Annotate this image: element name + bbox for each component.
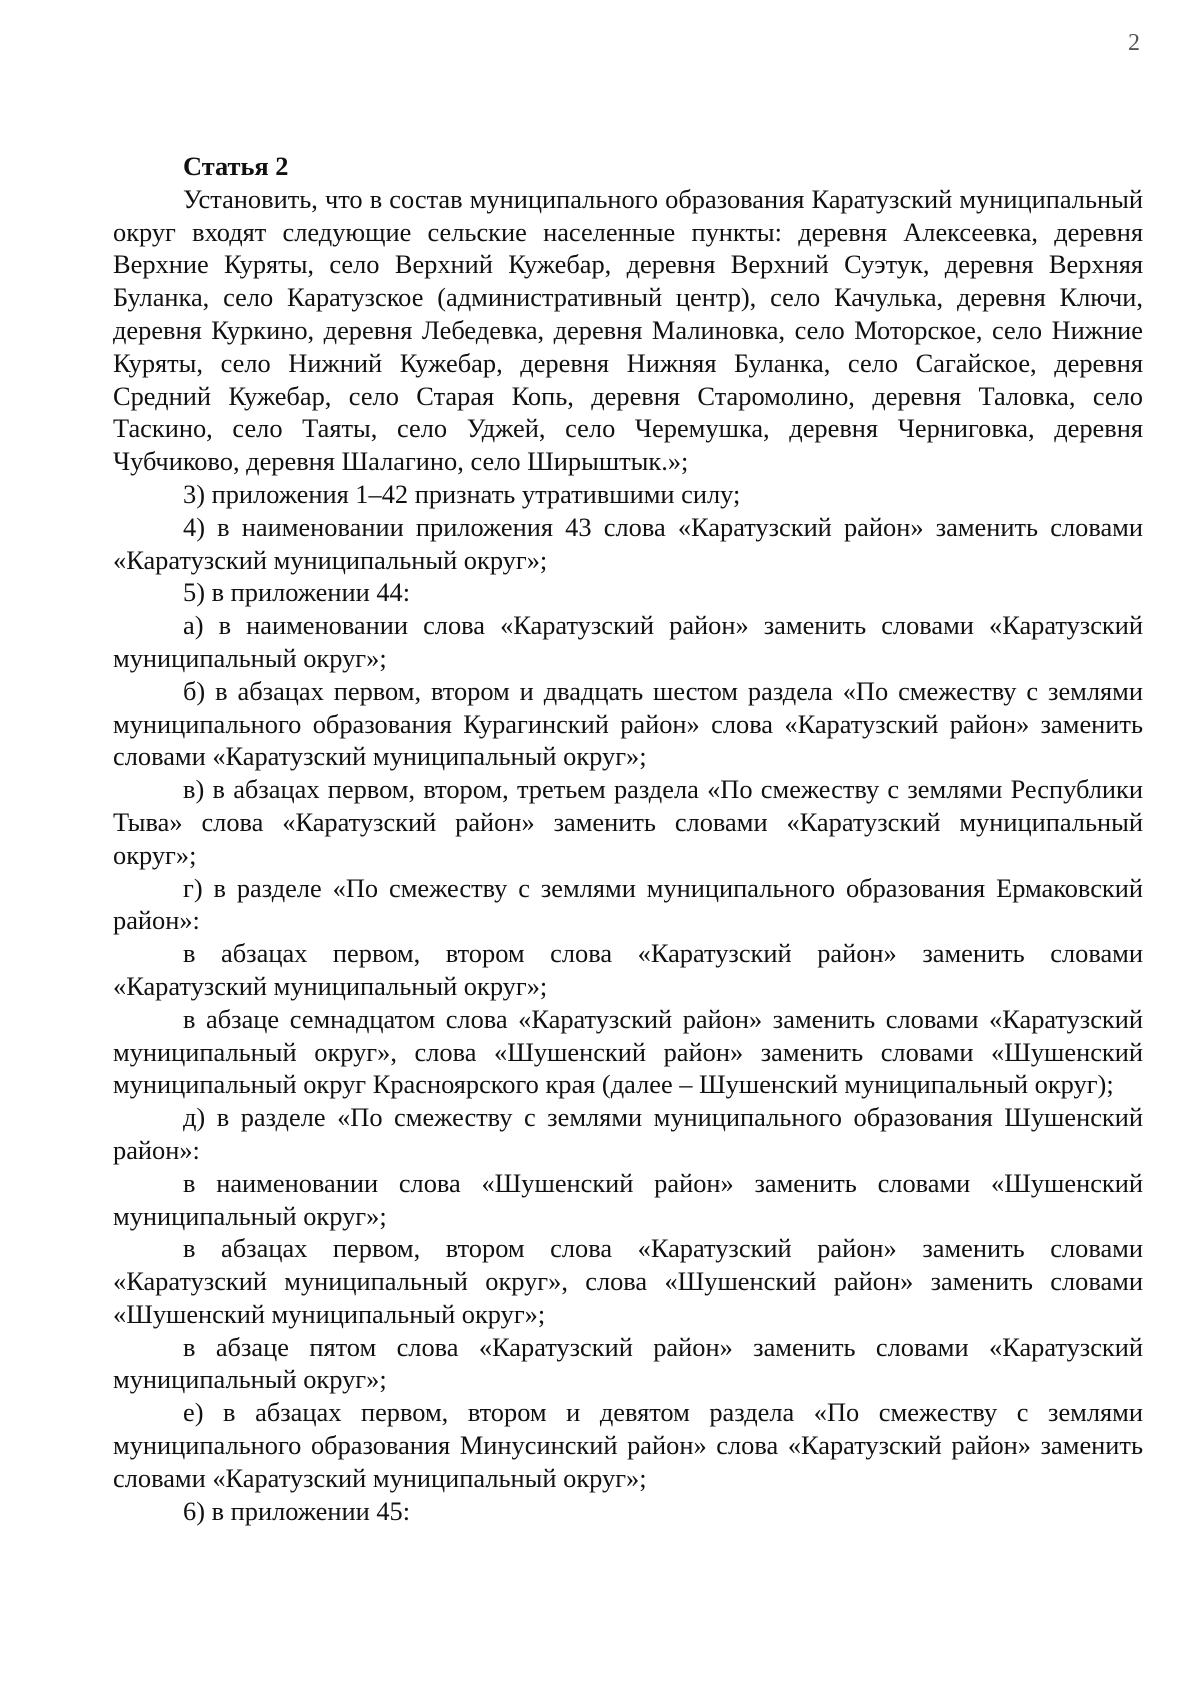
page-number: 2 xyxy=(1128,30,1140,56)
paragraph: в абзаце пятом слова «Каратузский район» заменить словами «Каратузский муниципальный округ»; xyxy=(113,1331,1143,1395)
paragraph: в абзаце семнадцатом слова «Каратузский район» заменить словами «Каратузский муниципальный округ», слова «Шушенский район» заменить словами «Шушенский муниципальный округ Красноярского края (далее – Шушенский муниципальный округ); xyxy=(113,1003,1143,1100)
paragraph: Установить, что в состав муниципального образования Каратузский муниципальный округ входят следующие сельские населенные пункты: деревня Алексеевка, деревня Верхние Куряты, село Верхний Кужебар, деревня Верхний Суэтук, деревня Верхняя Буланка, село Каратузское (административный центр), село Качулька, деревня Ключи, деревня Куркино, деревня Лебедевка, деревня Малиновка, село Моторское, село Нижние Куряты, село Нижний Кужебар, деревня Нижняя Буланка, село Сагайское, деревня Средний Кужебар, село Старая Копь, деревня Старомолино, деревня Таловка, село Таскино, село Таяты, село Уджей, село Черемушка, деревня Черниговка, деревня Чубчиково, деревня Шалагино, село Ширыштык.»; xyxy=(113,183,1143,477)
paragraph: в) в абзацах первом, втором, третьем раздела «По смежеству с землями Республики Тыва» слова «Каратузский район» заменить словами «Каратузский муниципальный округ»; xyxy=(113,774,1143,870)
paragraph: 4) в наименовании приложения 43 слова «Каратузский район» заменить словами «Каратузский муниципальный округ»; xyxy=(113,511,1143,575)
paragraph: г) в разделе «По смежеству с землями муниципального образования Ермаковский район»: xyxy=(113,872,1143,936)
paragraph: в наименовании слова «Шушенский район» заменить словами «Шушенский муниципальный округ»; xyxy=(113,1167,1143,1231)
paragraph: 3) приложения 1–42 признать утратившими силу; xyxy=(183,478,741,509)
paragraph: д) в разделе «По смежеству с землями муниципального образования Шушенский район»: xyxy=(113,1102,1143,1165)
paragraph: в абзацах первом, втором слова «Каратузский район» заменить словами «Каратузский муниципальный округ»; xyxy=(113,938,1143,1001)
paragraph: 6) в приложении 45: xyxy=(183,1495,411,1526)
paragraph: б) в абзацах первом, втором и двадцать шестом раздела «По смежеству с землями муниципального образования Курагинский район» слова «Каратузский район» заменить словами «Каратузский муниципальный округ»; xyxy=(113,675,1143,772)
article-heading: Статья 2 xyxy=(183,151,289,181)
paragraph: 5) в приложении 44: xyxy=(183,577,411,608)
paragraph: в абзацах первом, втором слова «Каратузский район» заменить словами «Каратузский муниципальный округ», слова «Шушенский район» заменить словами «Шушенский муниципальный округ»; xyxy=(113,1233,1143,1329)
document-body xyxy=(113,150,1143,1527)
paragraph: е) в абзацах первом, втором и девятом раздела «По смежеству с землями муниципального образования Минусинский район» слова «Каратузский район» заменить словами «Каратузский муниципальный округ»; xyxy=(113,1397,1143,1493)
paragraph: а) в наименовании слова «Каратузский район» заменить словами «Каратузский муниципальный округ»; xyxy=(113,610,1143,673)
